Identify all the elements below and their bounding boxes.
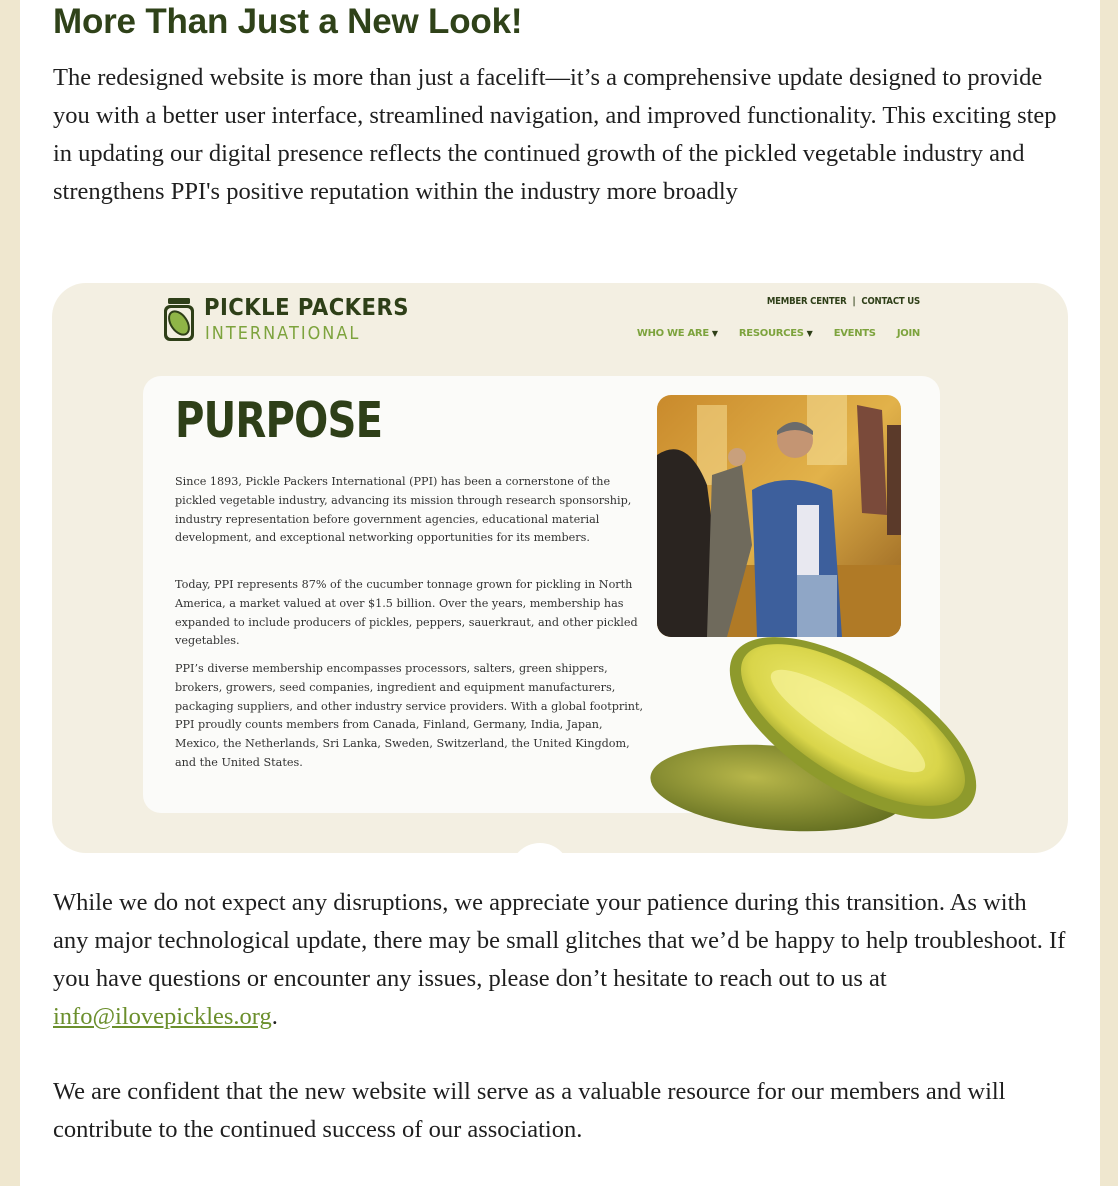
chevron-down-icon: ▼ — [806, 329, 813, 338]
contact-us-link: CONTACT US — [861, 296, 920, 307]
closing-paragraph: We are confident that the new website will serve as a valuable resource for our members and will contribute to the continued success of our association. — [53, 1078, 1006, 1143]
nav-separator: | — [852, 296, 856, 307]
conference-photo — [657, 395, 901, 637]
transition-paragraph: While we do not expect any disruptions, we appreciate your patience during this transition. As with any major technological update, there may be small glitches that we’d be happy to help troubleshoot. If you have questions or encounter any issues, please don’t hesitate to reach out to us at info@ilovepickles.org. — [53, 889, 1066, 1030]
email-body — [20, 0, 1100, 1186]
pickles-illustration — [648, 613, 998, 853]
logo-wordmark-bottom: INTERNATIONAL — [205, 324, 361, 344]
screenshot-notch — [510, 843, 570, 853]
website-screenshot — [52, 283, 1068, 853]
purpose-paragraph: Today, PPI represents 87% of the cucumber tonnage grown for pickling in North America, a market valued at over $1.5 billion. Over the years, membership has expanded to include producers of pickles, peppers, sauerkraut, and other pickled vegetables. — [175, 578, 638, 648]
purpose-paragraph: Since 1893, Pickle Packers International (PPI) has been a cornerstone of the pickled vegetable industry, advancing its mission through research sponsorship, industry representation before government agencies, educational material development, and exceptional networking opportunities for its members. — [175, 475, 632, 545]
support-email-link[interactable]: info@ilovepickles.org — [53, 1003, 272, 1030]
chevron-down-icon: ▼ — [711, 329, 718, 338]
purpose-title: PURPOSE — [175, 392, 383, 449]
article-heading: More Than Just a New Look! — [53, 2, 523, 41]
nav-join: JOIN — [896, 328, 920, 339]
member-center-link: MEMBER CENTER — [766, 296, 847, 307]
nav-events: EVENTS — [833, 328, 876, 339]
purpose-paragraph: PPI’s diverse membership encompasses processors, salters, green shippers, brokers, growers, seed companies, ingredient and equipment manufacturers, packaging suppliers, and other industry service providers. With a global footprint, PPI proudly counts members from Canada, Finland, Germany, India, Japan, Mexico, the Netherlands, Sri Lanka, Sweden, Switzerland, the United Kingdom, and the United States. — [175, 662, 644, 769]
nav-who-we-are: WHO WE ARE ▼ — [636, 328, 718, 339]
main-nav — [619, 328, 920, 339]
intro-paragraph: The redesigned website is more than just a facelift—it’s a comprehensive update designed to provide you with a better user interface, streamlined navigation, and improved functionality. This exciting step in updating our digital presence reflects the continued growth of the pickled vegetable industry and strengthens PPI's positive reputation within the industry more broadly — [53, 64, 1057, 205]
utility-nav — [767, 296, 920, 307]
logo-wordmark-top: PICKLE PACKERS — [204, 295, 409, 321]
pickle-jar-logo-icon — [162, 297, 196, 343]
nav-resources: RESOURCES ▼ — [738, 328, 813, 339]
